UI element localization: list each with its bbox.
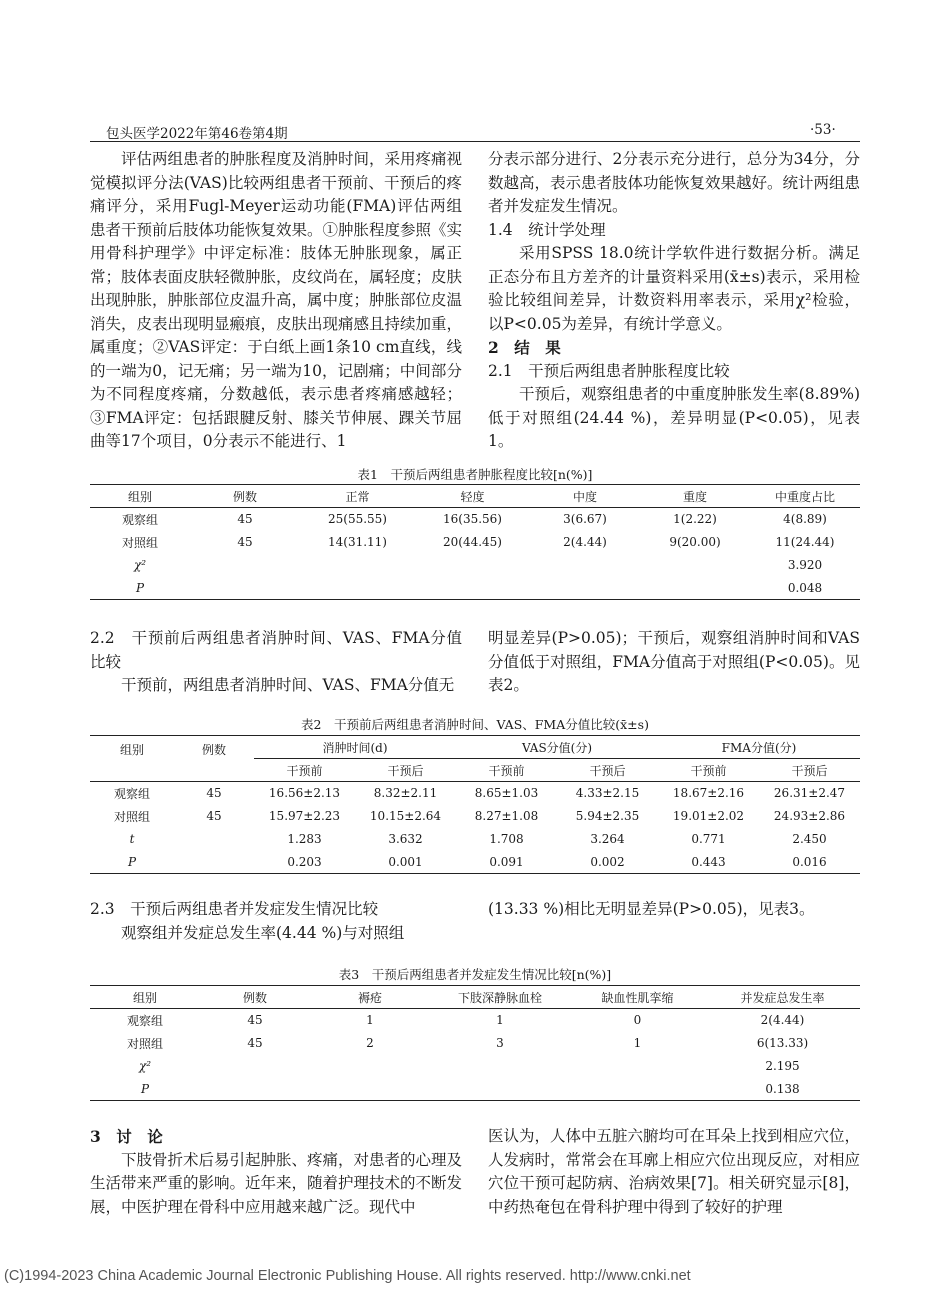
table-cell: 2(4.44) <box>563 535 607 549</box>
table2-caption: 表2 干预前后两组患者消肿时间、VAS、FMA分值比较(x̄±s) <box>301 717 649 732</box>
table-cell <box>430 1055 570 1078</box>
table-cell: 25(55.55) <box>328 512 387 527</box>
table-cell: 对照组 <box>126 1036 163 1051</box>
table3-header: 下肢深静脉血栓 <box>430 986 570 1009</box>
table-cell <box>310 1055 430 1078</box>
table-cell: 9(20.00) <box>669 535 721 549</box>
table2-subheader: 干预前 <box>254 759 355 782</box>
table-cell <box>190 577 300 600</box>
table2-span-header: VAS分值(分) <box>456 736 658 759</box>
table3-header: 褥疮 <box>310 986 430 1009</box>
table-row <box>90 1009 860 1032</box>
table-row <box>90 1032 860 1055</box>
table-cell: 对照组 <box>113 809 150 824</box>
table-cell: 1(2.22) <box>673 512 717 527</box>
table2-group-header: 组别 <box>90 736 174 782</box>
table2-n-header: 例数 <box>174 736 254 782</box>
table-cell <box>174 828 254 851</box>
table1-header: 例数 <box>190 485 300 508</box>
table-cell <box>570 1078 705 1101</box>
discussion-left-paragraph: 下肢骨折术后易引起肿胀、疼痛，对患者的心理及生活带来严重的影响。近年来，随着护理技术的不断发展，中医护理在骨科中应用越来越广泛。现代中 <box>90 1150 463 1216</box>
table-cell <box>570 1055 705 1078</box>
table-cell <box>190 554 300 577</box>
table-row <box>90 1078 860 1101</box>
table-cell <box>415 554 530 577</box>
section-2-2-left-paragraph: 干预前，两组患者消肿时间、VAS、FMA分值无 <box>121 676 455 694</box>
table-row <box>90 828 860 851</box>
table2 <box>90 735 860 874</box>
table1-header: 中度 <box>530 485 640 508</box>
table-cell <box>530 577 640 600</box>
table-cell: χ² <box>133 558 147 572</box>
table-cell: 0.203 <box>254 851 355 874</box>
section-2-3-left-paragraph: 观察组并发症总发生率(4.44 %)与对照组 <box>121 923 405 942</box>
table-cell: 0.091 <box>456 851 557 874</box>
table-cell: 20(44.45) <box>443 535 502 549</box>
table1-header: 重度 <box>640 485 750 508</box>
table-row <box>90 508 860 531</box>
table3-header: 例数 <box>200 986 310 1009</box>
table-cell: 14(31.11) <box>328 535 387 549</box>
table-cell: t <box>129 832 135 846</box>
table3 <box>90 985 860 1101</box>
table-cell: P <box>90 851 174 874</box>
section-2-2-right-paragraph: 明显差异(P>0.05)；干预后，观察组消肿时间和VAS分值低于对照组，FMA分值高于对照组(P<0.05)。见表2。 <box>488 629 860 694</box>
section-3-right <box>488 1125 860 1219</box>
heading-2-3: 2.3 干预后两组患者并发症发生情况比较 <box>90 900 379 918</box>
table-cell <box>310 1078 430 1101</box>
table-cell: 11(24.44) <box>775 535 835 549</box>
table-cell: 2.450 <box>792 832 827 846</box>
table2-header-row <box>90 736 860 759</box>
table-cell: 16(35.56) <box>443 512 502 527</box>
table-cell: 0 <box>633 1013 642 1028</box>
table-cell: 8.65±1.03 <box>474 786 539 801</box>
table1-header-row <box>90 485 860 508</box>
table-row <box>90 782 860 805</box>
table-cell: 5.94±2.35 <box>575 809 640 823</box>
table-cell <box>640 554 750 577</box>
heading-2-1: 2.1 干预后两组患者肿胀程度比较 <box>488 361 730 380</box>
table-cell: 1.283 <box>287 832 322 846</box>
table-row <box>90 531 860 554</box>
evaluation-paragraph: 评估两组患者的肿胀程度及消肿时间，采用疼痛视觉模拟评分法(VAS)比较两组患者干预前、干预后的疼痛评分，采用Fugl-Meyer运动功能(FMA)评估两组患者干预前后肢体功能恢复效果。①肿胀程度参照《实用骨科护理学》中评定标准：肢体无肿胀现象，属正常；肢体表面皮肤轻微肿胀，皮纹尚在，属轻度；皮肤出现肿胀，肿胀部位皮温升高，属中度；肿胀部位皮温消失，皮表出现明显瘢痕，皮肤出现痛感且持续加重，属重度；②VAS评定：于白纸上画1条10 cm直线，线的一端为0，记无痛；另一端为10，记剧痛；中间部分为不同程度疼痛，分数越低，表示患者疼痛感越轻；③FMA评定：包括跟腱反射、膝关节伸展、踝关节屈曲等17个项目，0分表示不能进行、1 <box>90 150 463 450</box>
right-column-top <box>488 148 860 454</box>
table-cell: 对照组 <box>121 535 158 550</box>
table-row <box>90 577 860 600</box>
stats-paragraph: 采用SPSS 18.0统计学软件进行数据分析。满足正态分布且方差齐的计量资料采用(x̄±s)表示，采用检验比较组间差异，计数资料用率表示，采用χ²检验，以P<0.05为差异，有统计学意义。 <box>488 244 860 333</box>
journal-header: 包头医学2022年第46卷第4期 <box>106 126 288 142</box>
table-cell: 45 <box>237 512 253 527</box>
heading-1-4: 1.4 统计学处理 <box>488 220 606 239</box>
table-cell: 3.632 <box>388 832 423 846</box>
heading-2-2: 2.2 干预前后两组患者消肿时间、VAS、FMA分值比较 <box>90 629 462 671</box>
section-2-3-right-paragraph: (13.33 %)相比无明显差异(P>0.05)，见表3。 <box>488 900 815 918</box>
table-cell: 观察组 <box>113 786 150 801</box>
table2-subheader: 干预前 <box>658 759 759 782</box>
table-cell <box>200 1078 310 1101</box>
table-cell: 0.002 <box>557 851 658 874</box>
table-cell: 0.048 <box>750 577 860 600</box>
table1-header: 组别 <box>90 485 190 508</box>
table3-header: 组别 <box>90 986 200 1009</box>
table-cell: 观察组 <box>121 512 158 527</box>
table-cell: 45 <box>247 1036 263 1050</box>
table-cell: 24.93±2.86 <box>773 809 846 823</box>
header-rule <box>90 141 860 142</box>
table-cell: 0.138 <box>705 1078 860 1101</box>
table-cell: 45 <box>237 535 253 549</box>
table2-subheader: 干预后 <box>355 759 456 782</box>
discussion-right-paragraph: 医认为，人体中五脏六腑均可在耳朵上找到相应穴位，人发病时，常常会在耳廓上相应穴位出现反应，对相应穴位干预可起防病、治病效果[7]。相关研究显示[8]，中药热奄包在骨科护理中得到了较好的护理 <box>488 1127 861 1216</box>
table-cell <box>530 554 640 577</box>
table1 <box>90 484 860 600</box>
heading-results: 2 结 果 <box>488 338 561 357</box>
heading-discussion: 3 讨 论 <box>90 1127 163 1146</box>
table1-header: 中重度占比 <box>750 485 860 508</box>
table2-span-header: 消肿时间(d) <box>254 736 456 759</box>
table-cell: 45 <box>206 786 222 801</box>
table-cell: 6(13.33) <box>756 1036 809 1050</box>
table-cell: 0.771 <box>691 832 726 846</box>
table-cell <box>300 554 415 577</box>
table2-subheader: 干预后 <box>557 759 658 782</box>
table-cell: 观察组 <box>126 1013 163 1028</box>
table-cell: 19.01±2.02 <box>672 809 745 823</box>
table-cell: 1.708 <box>489 832 524 846</box>
table-cell: 3.264 <box>590 832 625 846</box>
section-2-3-left <box>90 898 462 945</box>
table-cell: χ² <box>138 1059 152 1073</box>
table2-subheader: 干预后 <box>759 759 860 782</box>
table-cell: 45 <box>247 1013 263 1028</box>
page-number: ·53· <box>810 122 836 138</box>
table-cell: 8.27±1.08 <box>474 809 539 823</box>
table-cell: 1 <box>633 1036 642 1050</box>
table-cell <box>430 1078 570 1101</box>
table-cell: 2.195 <box>765 1059 800 1073</box>
table-row <box>90 851 860 874</box>
table-cell: 16.56±2.13 <box>268 786 341 801</box>
table-cell: 4(8.89) <box>783 512 827 527</box>
left-column-top <box>90 148 462 454</box>
evaluation-paragraph-cont: 分表示部分进行、2分表示充分进行，总分为34分，分数越高，表示患者肢体功能恢复效果越好。统计两组患者并发症发生情况。 <box>488 150 861 215</box>
table-cell: 18.67±2.16 <box>672 786 745 801</box>
table2-span-header: FMA分值(分) <box>658 736 860 759</box>
table-cell: 0.443 <box>658 851 759 874</box>
section-3-left <box>90 1125 462 1219</box>
table-row <box>90 554 860 577</box>
table1-header: 正常 <box>300 485 415 508</box>
table-cell: 1 <box>496 1013 504 1028</box>
table-cell: 1 <box>366 1013 374 1028</box>
table3-header: 并发症总发生率 <box>705 986 860 1009</box>
table-cell: 3 <box>496 1036 504 1050</box>
table-cell: 26.31±2.47 <box>773 786 846 801</box>
table-cell: 10.15±2.64 <box>369 809 442 823</box>
table-cell: 45 <box>206 809 222 823</box>
table-row <box>90 805 860 828</box>
section-2-2-right <box>488 627 860 698</box>
section-2-2-left <box>90 627 462 698</box>
table3-header-row <box>90 986 860 1009</box>
table-cell <box>300 577 415 600</box>
table3-header: 缺血性肌挛缩 <box>570 986 705 1009</box>
table1-caption: 表1 干预后两组患者肿胀程度比较[n(%)] <box>357 467 593 482</box>
table-cell: 4.33±2.15 <box>575 786 640 801</box>
table-cell <box>640 577 750 600</box>
table3-caption: 表3 干预后两组患者并发症发生情况比较[n(%)] <box>338 967 612 982</box>
table-cell <box>415 577 530 600</box>
table-cell <box>174 851 254 874</box>
table1-header: 轻度 <box>415 485 530 508</box>
table-cell: 2 <box>366 1036 374 1050</box>
table-cell <box>200 1055 310 1078</box>
table-cell: 3(6.67) <box>563 512 607 527</box>
table-cell: 0.001 <box>355 851 456 874</box>
table-cell: P <box>90 1078 200 1101</box>
section-2-3-right <box>488 898 860 922</box>
table-cell: 2(4.44) <box>760 1013 805 1028</box>
table-cell: 15.97±2.23 <box>268 809 341 823</box>
table-cell: 0.016 <box>759 851 860 874</box>
table-cell: 8.32±2.11 <box>373 786 438 801</box>
table-cell: P <box>90 577 190 600</box>
copyright-footer: (C)1994-2023 China Academic Journal Electronic Publishing House. All rights reserved. http://www.cnki.net <box>4 1268 691 1284</box>
table2-subheader: 干预前 <box>456 759 557 782</box>
table-row <box>90 1055 860 1078</box>
results-2-1-paragraph: 干预后，观察组患者的中重度肿胀发生率(8.89%)低于对照组(24.44 %)，差异明显(P<0.05)，见表1。 <box>488 385 860 450</box>
table-cell: 3.920 <box>787 558 823 572</box>
